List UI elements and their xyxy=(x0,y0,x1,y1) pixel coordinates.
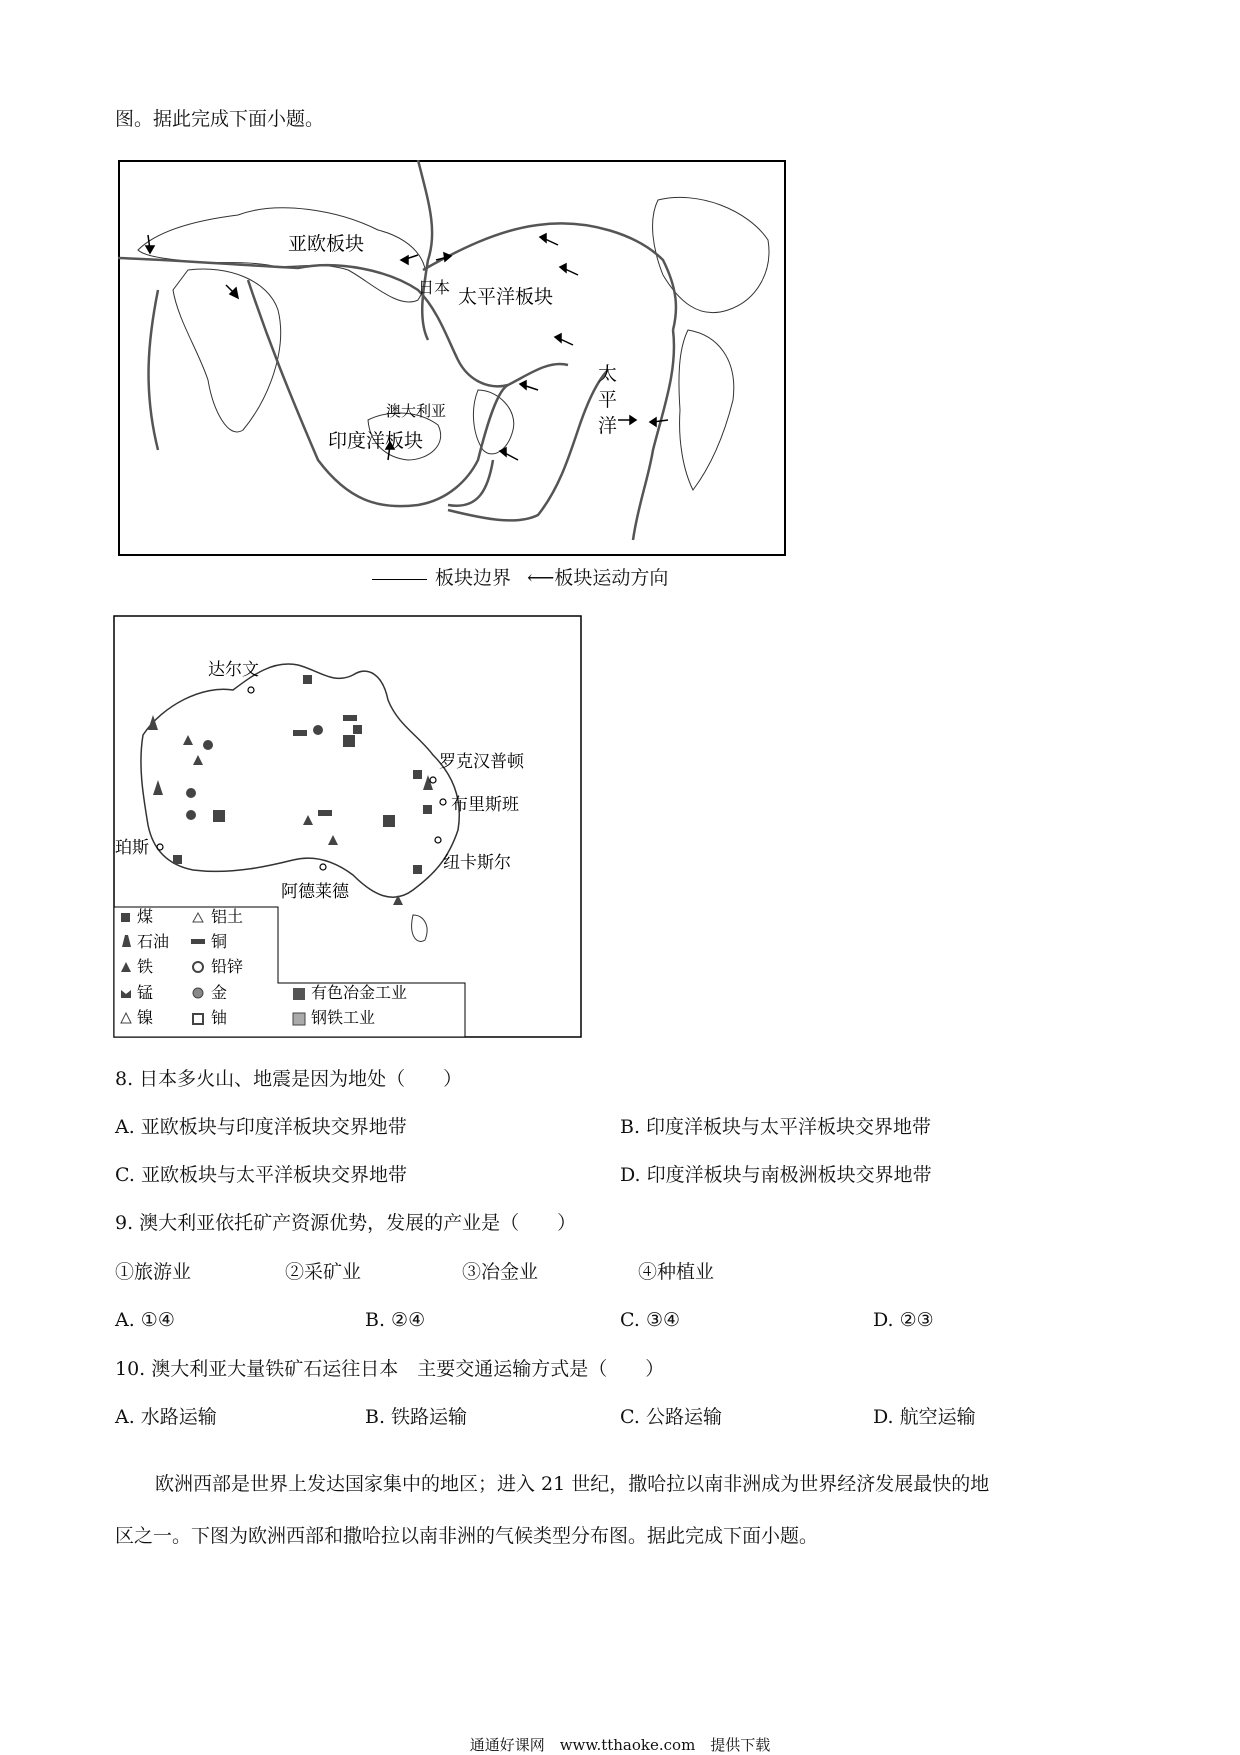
plate-map-legend xyxy=(372,563,668,590)
q10-option-a[interactable]: A. 水路运输 xyxy=(115,1406,217,1428)
legend-gold: 金 xyxy=(211,983,228,1002)
q9-item-1: ①旅游业 xyxy=(115,1261,192,1283)
legend-leadzinc: 铅锌 xyxy=(211,957,244,976)
steel-icon xyxy=(293,1013,305,1025)
legend-iron: 铁 xyxy=(137,957,154,976)
q9-stem: 9. 澳大利亚依托矿产资源优势，发展的产业是（ ） xyxy=(115,1212,577,1234)
q9-item-4: ④种植业 xyxy=(638,1261,715,1283)
q10-stem: 10. 澳大利亚大量铁矿石运往日本 主要交通运输方式是（ ） xyxy=(115,1358,665,1380)
intro-tail: 图。据此完成下面小题。 xyxy=(115,108,325,130)
boundary-line-icon xyxy=(372,579,427,580)
plate-map xyxy=(118,160,786,556)
legend-motion: 板块运动方向 xyxy=(554,567,669,589)
label-pacific-ocean-1: 太 xyxy=(598,363,618,385)
q9-item-3: ③冶金业 xyxy=(462,1261,539,1283)
q8-stem: 8. 日本多火山、地震是因为地处（ ） xyxy=(115,1068,463,1090)
q8-option-b[interactable]: B. 印度洋板块与太平洋板块交界地带 xyxy=(620,1116,932,1138)
q9-option-a[interactable]: A. ①④ xyxy=(115,1309,175,1331)
legend-bauxite: 铝土 xyxy=(211,907,244,926)
label-indian: 印度洋板块 xyxy=(328,430,424,452)
label-eurasian: 亚欧板块 xyxy=(288,233,365,255)
city-rockhampton: 罗克汉普顿 xyxy=(439,752,524,772)
city-darwin: 达尔文 xyxy=(208,660,259,680)
legend-nickel: 镍 xyxy=(137,1008,154,1027)
passage-line-2: 区之一。下图为欧洲西部和撒哈拉以南非洲的气候类型分布图。据此完成下面小题。 xyxy=(115,1525,819,1547)
label-japan: 日本 xyxy=(418,278,451,297)
label-pacific-ocean-2: 平 xyxy=(598,389,618,411)
q8-option-d[interactable]: D. 印度洋板块与南极洲板块交界地带 xyxy=(620,1164,932,1186)
legend-steel: 钢铁工业 xyxy=(311,1008,376,1027)
q10-option-b[interactable]: B. 铁路运输 xyxy=(365,1406,468,1428)
legend-copper: 铜 xyxy=(211,932,228,951)
legend-nonferrous: 有色冶金工业 xyxy=(311,983,408,1002)
passage-line-1: 欧洲西部是世界上发达国家集中的地区；进入 21 世纪，撒哈拉以南非洲成为世界经济发展最快的地 xyxy=(155,1473,990,1495)
label-pacific-ocean-3: 洋 xyxy=(598,415,618,437)
city-adelaide: 阿德莱德 xyxy=(281,882,349,902)
q10-option-c[interactable]: C. 公路运输 xyxy=(620,1406,722,1428)
city-perth: 珀斯 xyxy=(115,838,149,858)
q9-option-c[interactable]: C. ③④ xyxy=(620,1309,681,1331)
q8-option-a[interactable]: A. 亚欧板块与印度洋板块交界地带 xyxy=(115,1116,407,1138)
page-footer: 通通好课网 www.tthaoke.com 提供下载 xyxy=(469,1736,771,1754)
legend-coal: 煤 xyxy=(137,907,154,926)
label-australia: 澳大利亚 xyxy=(386,402,447,420)
gold-icon xyxy=(193,988,203,998)
legend-oil: 石油 xyxy=(137,932,170,951)
legend-manganese: 锰 xyxy=(137,983,154,1002)
q9-item-2: ②采矿业 xyxy=(285,1261,362,1283)
q9-option-b[interactable]: B. ②④ xyxy=(365,1309,426,1331)
australia-resource-map xyxy=(113,615,582,1038)
coal-icon xyxy=(121,913,130,922)
nonferrous-icon xyxy=(293,988,305,1000)
left-arrow-icon: ⟵ xyxy=(527,567,555,589)
label-pacific-plate: 太平洋板块 xyxy=(458,286,554,308)
q8-option-c[interactable]: C. 亚欧板块与太平洋板块交界地带 xyxy=(115,1164,407,1186)
q10-option-d[interactable]: D. 航空运输 xyxy=(873,1406,976,1428)
q9-option-d[interactable]: D. ②③ xyxy=(873,1309,934,1331)
city-newcastle: 纽卡斯尔 xyxy=(443,853,511,873)
city-brisbane: 布里斯班 xyxy=(451,795,519,815)
copper-icon xyxy=(191,939,205,944)
legend-boundary: 板块边界 xyxy=(435,567,512,589)
legend-uranium: 铀 xyxy=(211,1008,228,1027)
